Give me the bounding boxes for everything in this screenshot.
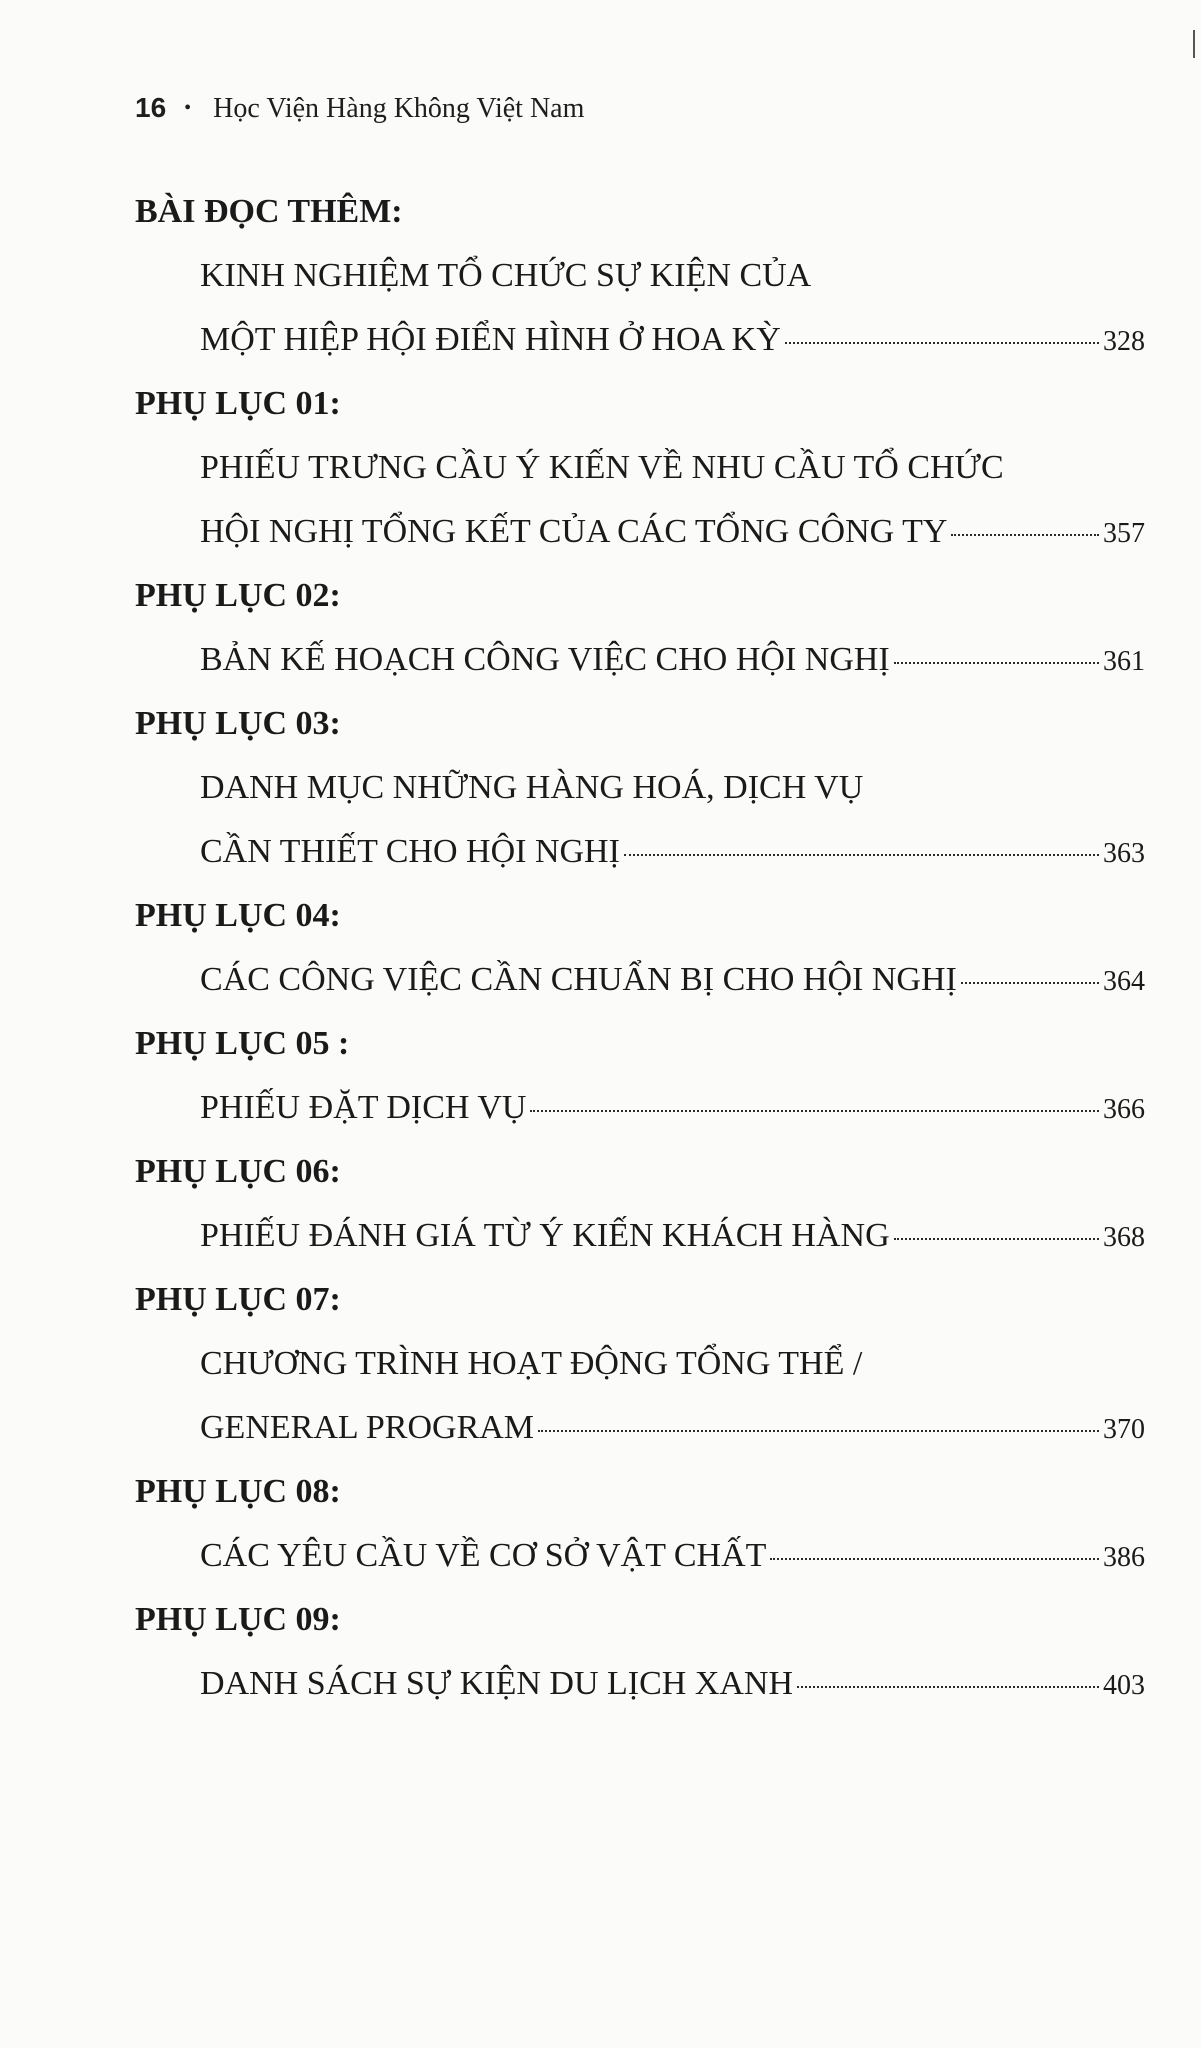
toc-section-heading: PHỤ LỤC 08: <box>135 1473 341 1510</box>
toc-page-number: 363 <box>1103 838 1145 869</box>
toc-entry-line: PHIẾU TRƯNG CẦU Ý KIẾN VỀ NHU CẦU TỔ CHỨC <box>200 449 1004 486</box>
toc-entry-text: CẦN THIẾT CHO HỘI NGHỊ <box>200 833 620 870</box>
toc-page-number: 386 <box>1103 1542 1145 1573</box>
toc-page-number: 368 <box>1103 1222 1145 1253</box>
toc-section-heading: BÀI ĐỌC THÊM: <box>135 193 403 230</box>
dot-leader <box>894 662 1099 664</box>
toc-entry-line: KINH NGHIỆM TỔ CHỨC SỰ KIỆN CỦA <box>200 257 812 294</box>
toc-entry-text: PHIẾU ĐÁNH GIÁ TỪ Ý KIẾN KHÁCH HÀNG <box>200 1217 890 1254</box>
toc-entry-line <box>135 1204 1145 1268</box>
toc-section <box>135 372 1145 564</box>
dot-leader <box>770 1558 1099 1560</box>
dot-leader <box>538 1430 1099 1432</box>
dot-leader <box>961 982 1099 984</box>
toc-section-heading: PHỤ LỤC 03: <box>135 705 341 742</box>
toc-section-heading: PHỤ LỤC 05 : <box>135 1025 350 1062</box>
toc-entry-line <box>135 820 1145 884</box>
toc-entry-line: DANH MỤC NHỮNG HÀNG HOÁ, DỊCH VỤ <box>200 769 864 806</box>
toc-section-heading: PHỤ LỤC 07: <box>135 1281 341 1318</box>
toc-entry-text: PHIẾU ĐẶT DỊCH VỤ <box>200 1089 527 1126</box>
toc-entry-line <box>135 628 1145 692</box>
toc-entry-text: GENERAL PROGRAM <box>200 1409 535 1446</box>
toc-section <box>135 1012 1145 1140</box>
dot-leader <box>530 1110 1099 1112</box>
toc-entry-line <box>135 1076 1145 1140</box>
table-of-contents <box>135 180 1145 1716</box>
dot-leader <box>785 342 1099 344</box>
toc-section-heading: PHỤ LỤC 09: <box>135 1601 341 1638</box>
page-number: 16 <box>135 92 167 123</box>
toc-page-number: 357 <box>1103 518 1145 549</box>
header-title: Học Viện Hàng Không Việt Nam <box>213 93 585 124</box>
toc-entry-text: MỘT HIỆP HỘI ĐIỂN HÌNH Ở HOA KỲ <box>200 321 781 358</box>
toc-entry-text: HỘI NGHỊ TỔNG KẾT CỦA CÁC TỔNG CÔNG TY <box>200 513 948 550</box>
running-header <box>135 92 584 125</box>
toc-section <box>135 564 1145 692</box>
dot-leader <box>624 854 1099 856</box>
toc-page-number: 361 <box>1103 646 1145 677</box>
page-edge-mark <box>1193 30 1195 58</box>
toc-entry-line <box>135 500 1145 564</box>
toc-section-heading: PHỤ LỤC 01: <box>135 385 341 422</box>
toc-entry-line <box>135 1524 1145 1588</box>
toc-section <box>135 884 1145 1012</box>
toc-section <box>135 1140 1145 1268</box>
dot-leader <box>951 534 1099 536</box>
toc-page-number: 364 <box>1103 966 1145 997</box>
toc-section-heading: PHỤ LỤC 04: <box>135 897 341 934</box>
toc-page-number: 328 <box>1103 326 1145 357</box>
dot-leader <box>797 1686 1099 1688</box>
toc-section <box>135 1460 1145 1588</box>
toc-section <box>135 1268 1145 1460</box>
toc-section-heading: PHỤ LỤC 06: <box>135 1153 341 1190</box>
toc-entry-line: CHƯƠNG TRÌNH HOẠT ĐỘNG TỔNG THỂ / <box>200 1345 863 1382</box>
toc-entry-text: CÁC YÊU CẦU VỀ CƠ SỞ VẬT CHẤT <box>200 1537 767 1574</box>
toc-page-number: 366 <box>1103 1094 1145 1125</box>
toc-page-number: 370 <box>1103 1414 1145 1445</box>
toc-section-heading: PHỤ LỤC 02: <box>135 577 341 614</box>
toc-entry-line <box>135 1652 1145 1716</box>
toc-entry-text: DANH SÁCH SỰ KIỆN DU LỊCH XANH <box>200 1665 794 1702</box>
toc-section <box>135 180 1145 372</box>
dot-leader <box>894 1238 1099 1240</box>
toc-entry-line <box>135 308 1145 372</box>
toc-entry-text: BẢN KẾ HOẠCH CÔNG VIỆC CHO HỘI NGHỊ <box>200 641 890 678</box>
toc-entry-text: CÁC CÔNG VIỆC CẦN CHUẨN BỊ CHO HỘI NGHỊ <box>200 961 957 998</box>
toc-entry-line <box>135 1396 1145 1460</box>
toc-section <box>135 692 1145 884</box>
toc-entry-line <box>135 948 1145 1012</box>
toc-section <box>135 1588 1145 1716</box>
header-bullet: • <box>184 97 192 119</box>
toc-page-number: 403 <box>1103 1670 1145 1701</box>
